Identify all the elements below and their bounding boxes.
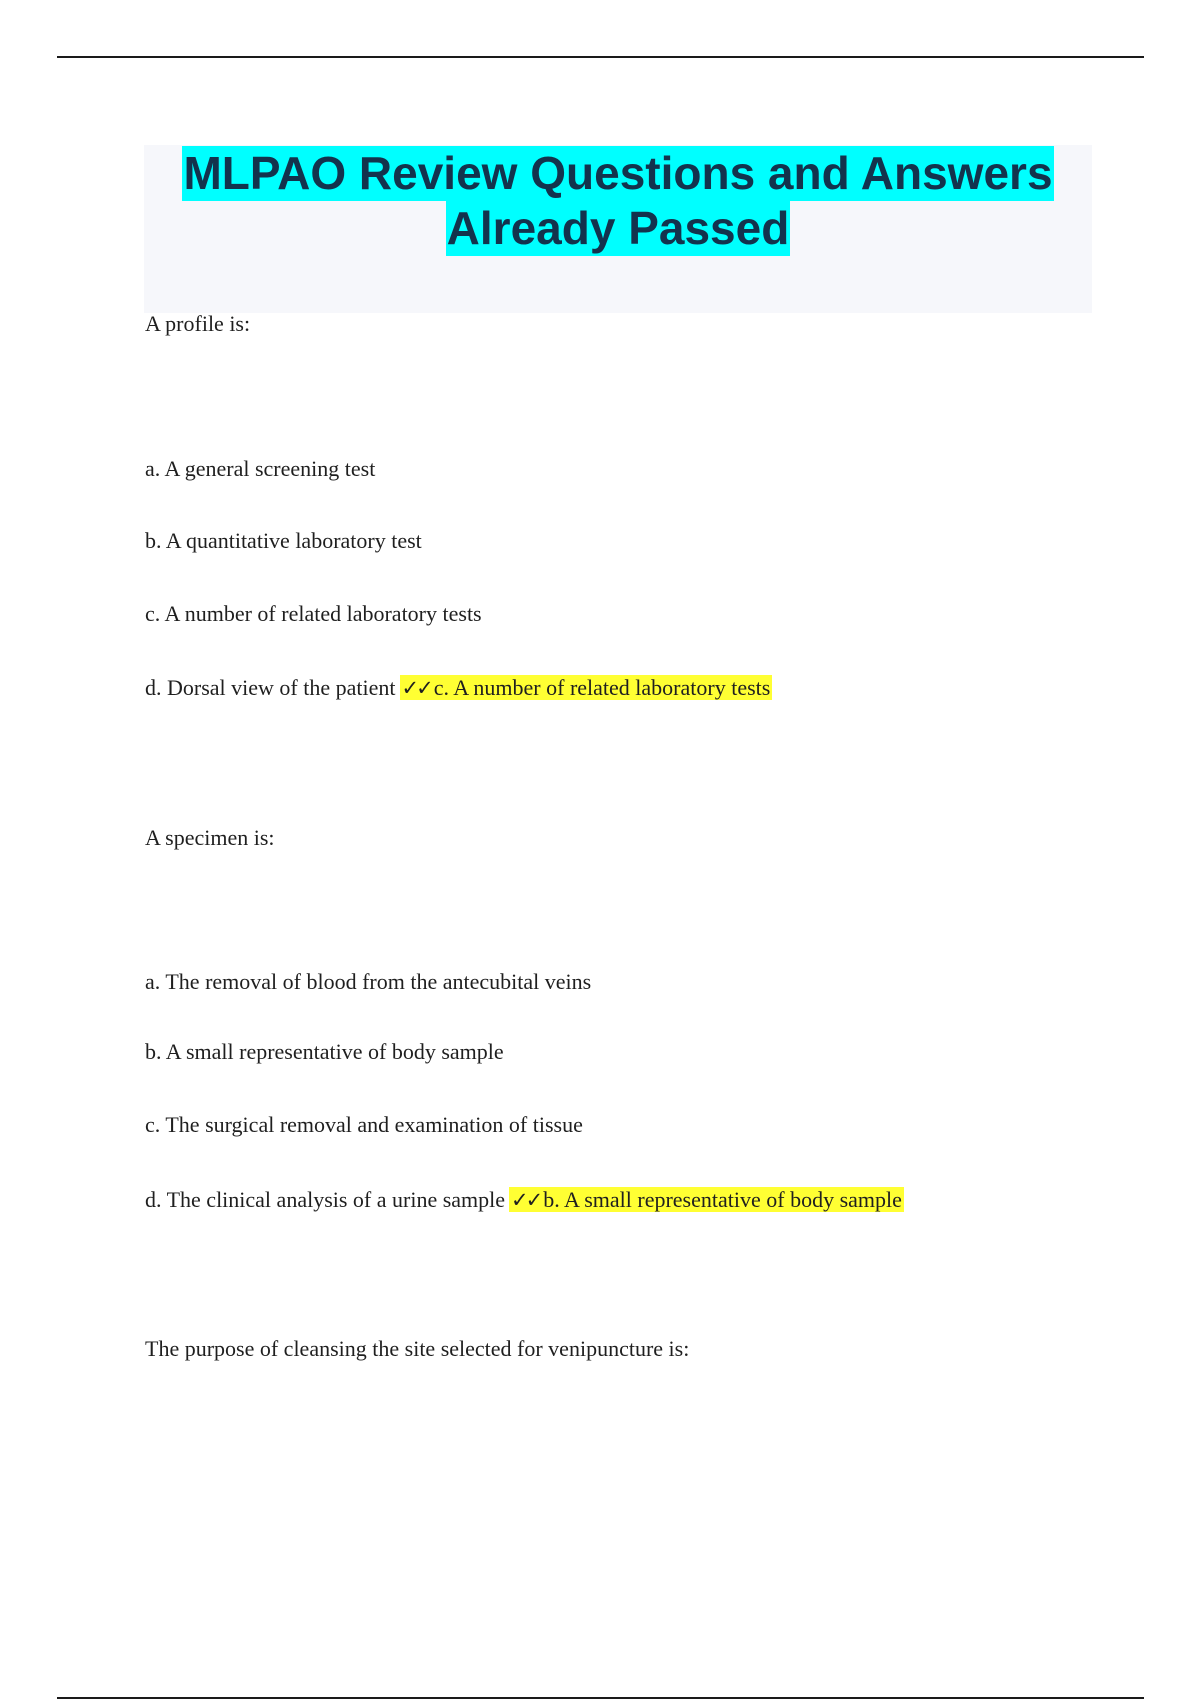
top-rule — [57, 56, 1144, 58]
question-1-text: A profile is: — [145, 311, 251, 336]
question-1-option-d-line — [145, 674, 772, 702]
question-2-option-a: a. The removal of blood from the antecubital veins — [145, 969, 592, 994]
question-3-text: The purpose of cleansing the site selected for venipuncture is: — [145, 1336, 690, 1361]
question-1-answer: c. A number of related laboratory tests — [433, 675, 771, 700]
bottom-rule — [57, 1697, 1144, 1699]
document-title-line-1: MLPAO Review Questions and Answers — [183, 147, 1053, 199]
question-2-option-b: b. A small representative of body sample — [145, 1039, 504, 1064]
question-1-option-c: c. A number of related laboratory tests — [145, 601, 482, 626]
document-title-line-2: Already Passed — [446, 202, 790, 254]
double-check-icon: ✓✓ — [511, 1188, 541, 1212]
question-1-answer-highlight — [400, 675, 773, 700]
question-2-answer-highlight — [509, 1187, 904, 1212]
question-2-option-c: c. The surgical removal and examination of tissue — [145, 1112, 583, 1137]
question-2-option-d-line — [145, 1186, 904, 1214]
double-check-icon: ✓✓ — [401, 676, 431, 700]
question-2-text: A specimen is: — [145, 825, 275, 850]
question-2-answer: b. A small representative of body sample — [543, 1187, 902, 1212]
question-1-option-a: a. A general screening test — [145, 456, 376, 481]
title-block — [144, 145, 1092, 313]
question-1-option-b: b. A quantitative laboratory test — [145, 528, 422, 553]
question-2-option-d: d. The clinical analysis of a urine sample — [145, 1187, 506, 1212]
question-1-option-d: d. Dorsal view of the patient — [145, 675, 396, 700]
